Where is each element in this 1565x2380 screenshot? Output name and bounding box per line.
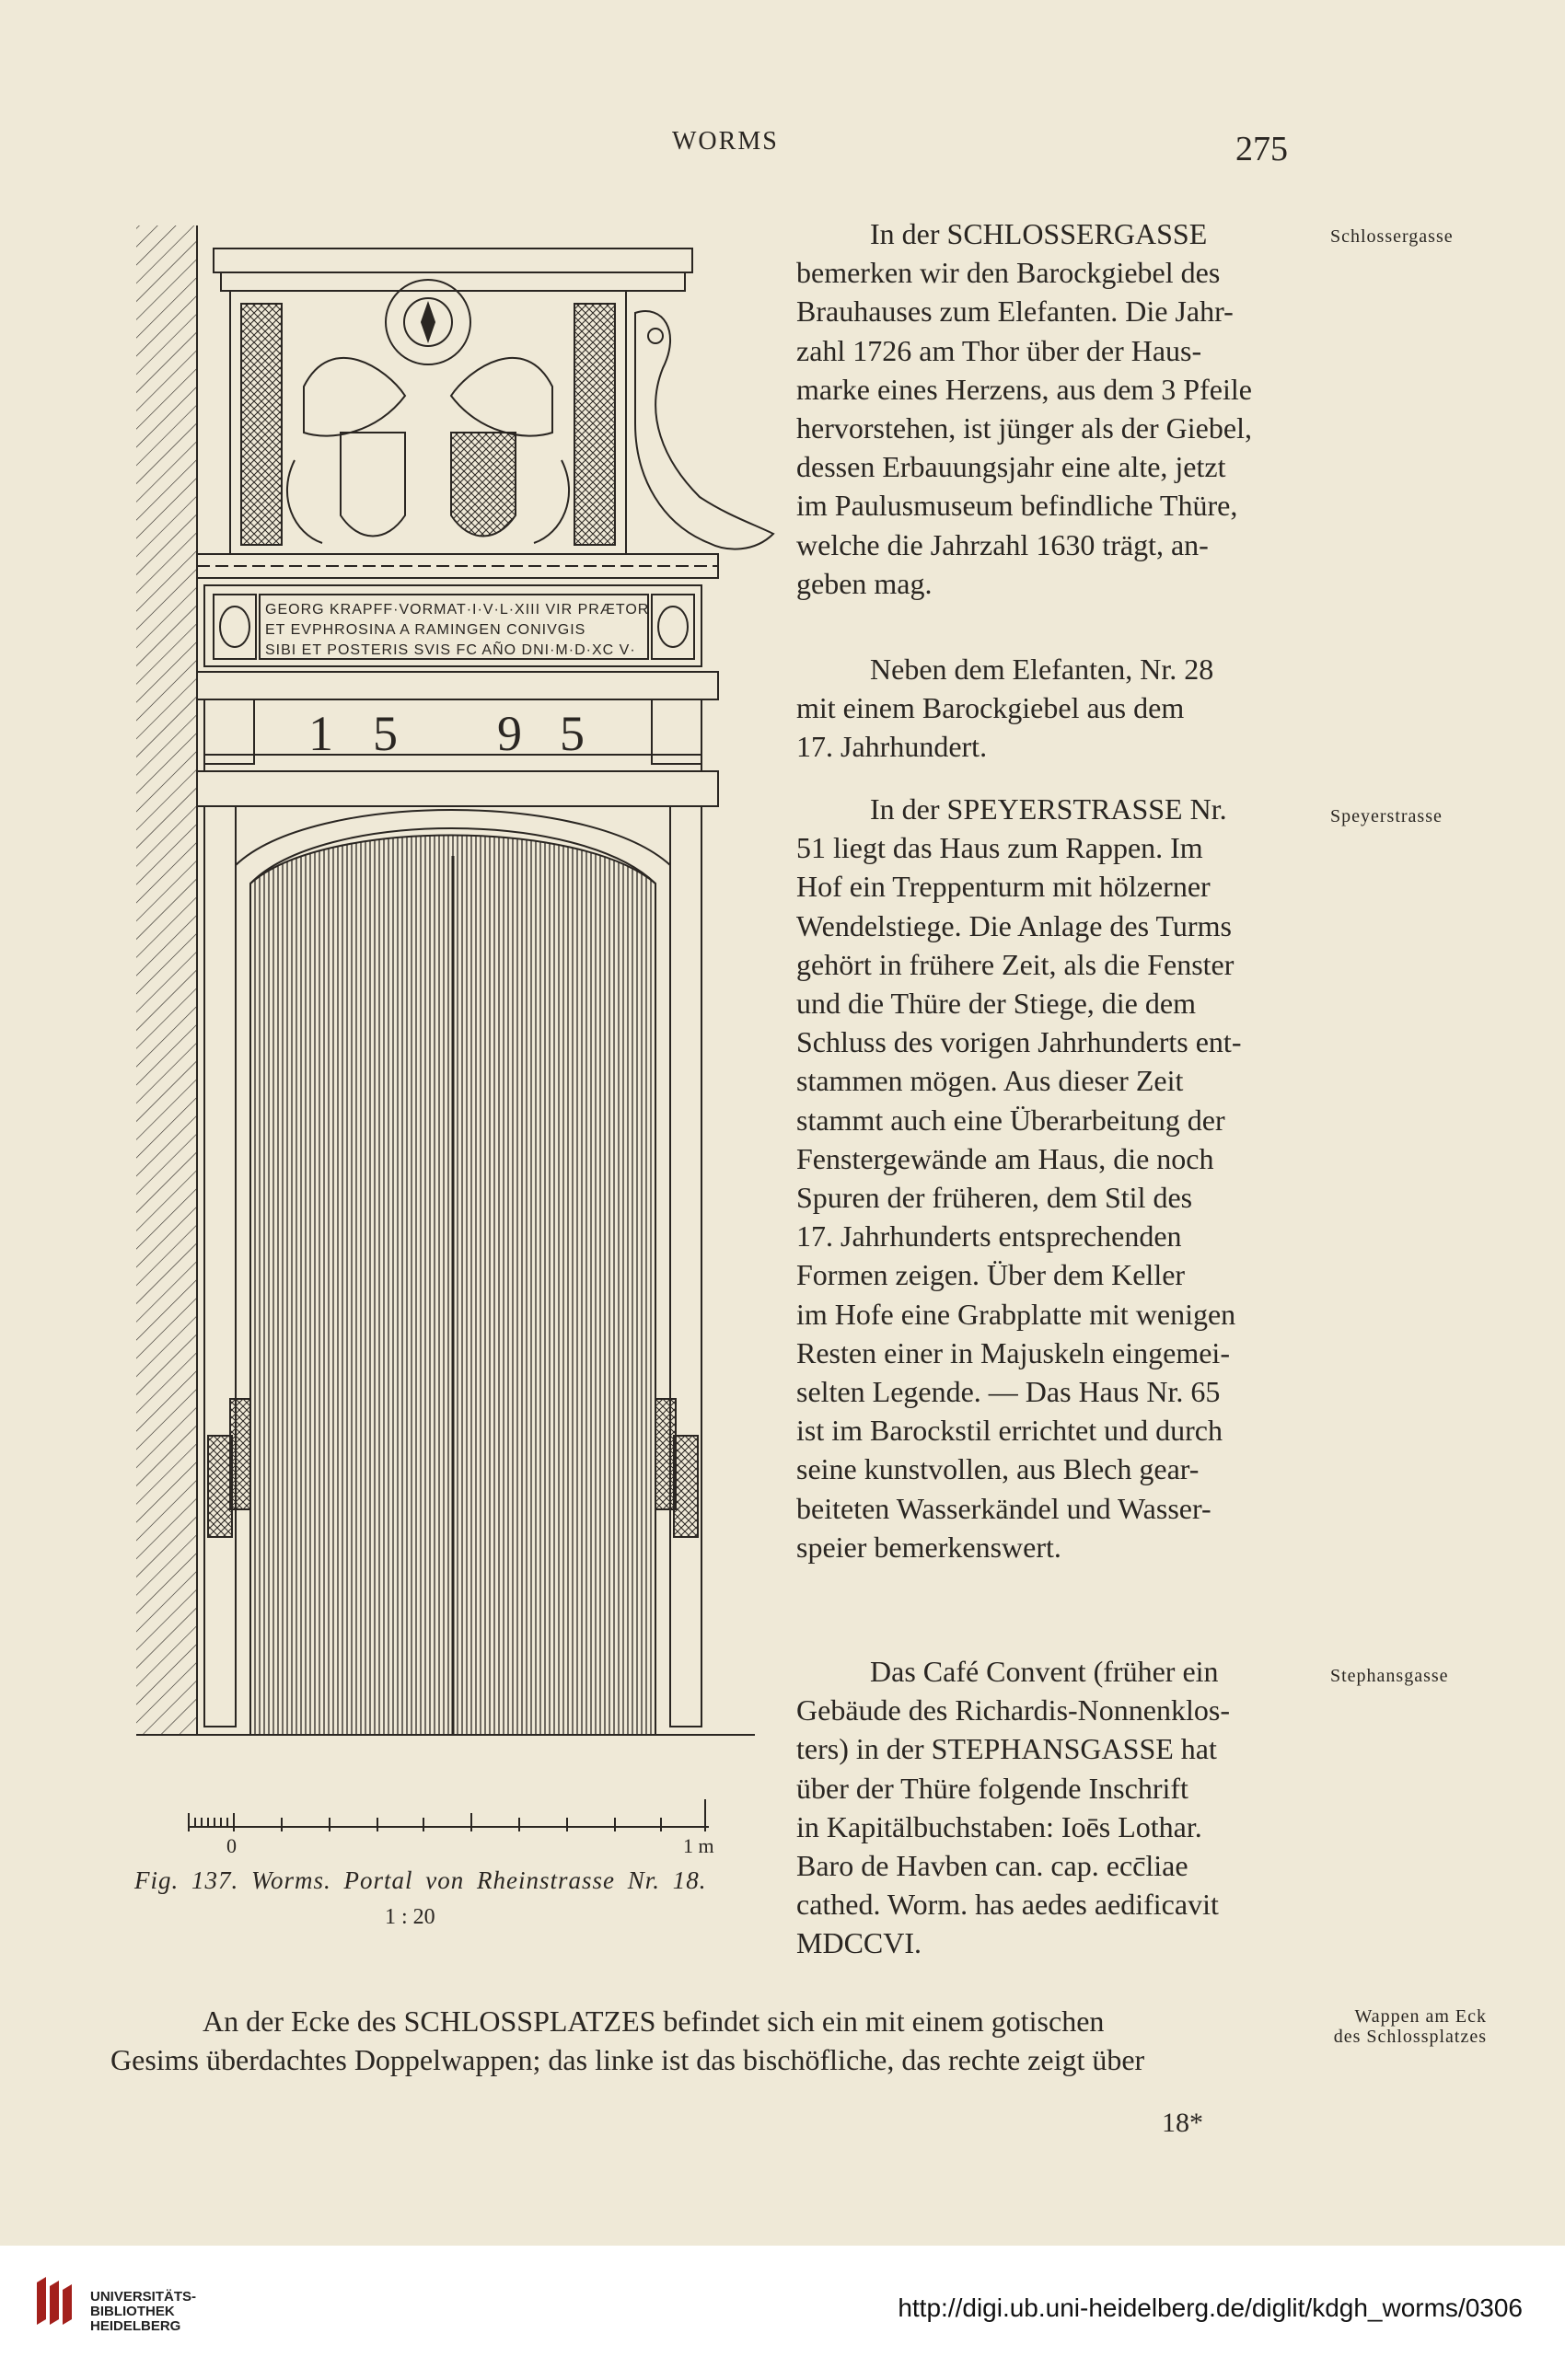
text-line: In der SCHLOSSERGASSE xyxy=(870,217,1208,250)
running-title: WORMS xyxy=(672,127,779,156)
scale-bar xyxy=(189,1799,709,1831)
text-line: In der SPEYERSTRASSE Nr. xyxy=(870,792,1227,826)
text-line: im Paulusmuseum befindliche Thüre, xyxy=(796,489,1238,523)
text-line: über der Thüre folgende Inschrift xyxy=(796,1771,1188,1805)
year-digit-1: 1 xyxy=(308,706,333,761)
library-name xyxy=(90,2290,196,2334)
text-line: mit einem Barockgiebel aus dem xyxy=(796,691,1185,725)
text-line: welche die Jahrzahl 1630 trägt, an- xyxy=(796,527,1209,561)
paragraph-stephansgasse xyxy=(796,1652,1312,1963)
text-line: Gebäude des Richardis-Nonnenklos- xyxy=(796,1693,1230,1727)
text-line: Fenstergewände am Haus, die noch xyxy=(796,1141,1214,1175)
margin-note-schlossergasse: Schlossergasse xyxy=(1330,226,1454,247)
figure-caption: Fig. 137. Worms. Portal von Rheinstrasse Nr. 18. xyxy=(134,1866,707,1894)
library-logo-icon xyxy=(33,2273,75,2330)
text-line: stammt auch eine Überarbeitung der xyxy=(796,1103,1225,1137)
library-name-line-2: BIBLIOTHEK xyxy=(90,2304,175,2319)
page-number: 275 xyxy=(1235,130,1288,168)
text-line: 51 liegt das Haus zum Rappen. Im xyxy=(796,831,1203,865)
text-line: Baro de Havben can. cap. ecc̄liae xyxy=(796,1849,1188,1883)
text-line: Brauhauses zum Elefanten. Die Jahr- xyxy=(796,295,1234,329)
year-digit-2: 5 xyxy=(373,706,398,761)
text-line: Spuren der früheren, dem Stil des xyxy=(796,1181,1193,1215)
text-line: Wendelstiege. Die Anlage des Turms xyxy=(796,908,1232,942)
text-line: 17. Jahrhundert. xyxy=(796,730,988,764)
paragraph-speyerstrasse xyxy=(796,790,1312,1566)
signature-mark: 18* xyxy=(1162,2108,1203,2138)
text-line: Formen zeigen. Über dem Keller xyxy=(796,1258,1186,1292)
text-line: geben mag. xyxy=(796,566,933,600)
text-line: hervorstehen, ist jünger als der Giebel, xyxy=(796,411,1252,445)
scale-start-label: 0 xyxy=(226,1834,237,1857)
text-line: Neben dem Elefanten, Nr. 28 xyxy=(870,653,1214,686)
margin-note-wappen-line-1: Wappen am Eck xyxy=(1354,2006,1487,2027)
year-digit-3: 9 xyxy=(497,706,522,761)
source-url-link[interactable]: http://digi.ub.uni-heidelberg.de/diglit/kdgh_worms/0306 xyxy=(898,2293,1523,2322)
text-line: selten Legende. — Das Haus Nr. 65 xyxy=(796,1375,1221,1409)
portal-illustration xyxy=(0,0,792,1831)
text-line: im Hofe eine Grabplatte mit wenigen xyxy=(796,1297,1236,1331)
text-line: Schluss des vorigen Jahrhunderts ent- xyxy=(796,1025,1242,1059)
library-name-line-3: HEIDELBERG xyxy=(90,2318,181,2334)
scale-end-label: 1 m xyxy=(683,1834,714,1857)
text-line: MDCCVI. xyxy=(796,1926,922,1960)
figure-scale-ratio: 1 : 20 xyxy=(385,1905,435,1929)
text-line: stammen mögen. Aus dieser Zeit xyxy=(796,1064,1184,1098)
inscription-line-3: SIBI ET POSTERIS SVIS FC AÑO DNI·M·D·XC V· xyxy=(265,642,636,658)
text-line: Hof ein Treppenturm mit hölzerner xyxy=(796,870,1211,904)
text-line: Das Café Convent (früher ein xyxy=(870,1655,1219,1688)
text-line: beiteten Wasserkändel und Wasser- xyxy=(796,1491,1211,1525)
text-line: gehört in frühere Zeit, als die Fenster xyxy=(796,947,1235,981)
inscription-line-1: GEORG KRAPFF·VORMAT·I·V·L·XIII VIR PRÆTOR xyxy=(265,602,650,618)
library-footer xyxy=(0,2246,1565,2380)
margin-note-speyerstrasse: Speyerstrasse xyxy=(1330,806,1443,826)
library-name-line-1: UNIVERSITÄTS- xyxy=(90,2289,197,2305)
paragraph-elefanten xyxy=(796,650,1312,767)
text-line: Resten einer in Majuskeln eingemei- xyxy=(796,1335,1230,1369)
year-digit-4: 5 xyxy=(560,706,585,761)
text-line: cathed. Worm. has aedes aedificavit xyxy=(796,1888,1219,1922)
margin-note-wappen xyxy=(1312,2006,1487,2047)
text-line: ist im Barockstil errichtet und durch xyxy=(796,1414,1223,1448)
bottom-text-line-1: An der Ecke des SCHLOSSPLATZES befindet sich ein mit einem gotischen xyxy=(203,2005,1105,2038)
paragraph-schlossergasse xyxy=(796,214,1312,603)
margin-note-stephansgasse: Stephansgasse xyxy=(1330,1666,1449,1686)
text-line: zahl 1726 am Thor über der Haus- xyxy=(796,333,1202,367)
text-line: ters) in der STEPHANSGASSE hat xyxy=(796,1732,1217,1766)
text-line: dessen Erbauungsjahr eine alte, jetzt xyxy=(796,450,1226,484)
text-line: marke eines Herzens, aus dem 3 Pfeile xyxy=(796,372,1252,406)
text-line: und die Thüre der Stiege, die dem xyxy=(796,987,1196,1021)
text-line: seine kunstvollen, aus Blech gear- xyxy=(796,1452,1200,1486)
margin-note-wappen-line-2: des Schlossplatzes xyxy=(1333,2027,1487,2047)
text-line: bemerken wir den Barockgiebel des xyxy=(796,256,1221,290)
inscription-line-2: ET EVPHROSINA A RAMINGEN CONIVGIS xyxy=(265,622,586,638)
bottom-text-line-2: Gesims überdachtes Doppelwappen; das linke ist das bischöfliche, das rechte zeigt über xyxy=(110,2043,1145,2076)
text-line: in Kapitälbuchstaben: Ioēs Lothar. xyxy=(796,1809,1202,1843)
text-line: 17. Jahrhunderts entsprechenden xyxy=(796,1219,1182,1254)
text-line: speier bemerkenswert. xyxy=(796,1530,1061,1564)
